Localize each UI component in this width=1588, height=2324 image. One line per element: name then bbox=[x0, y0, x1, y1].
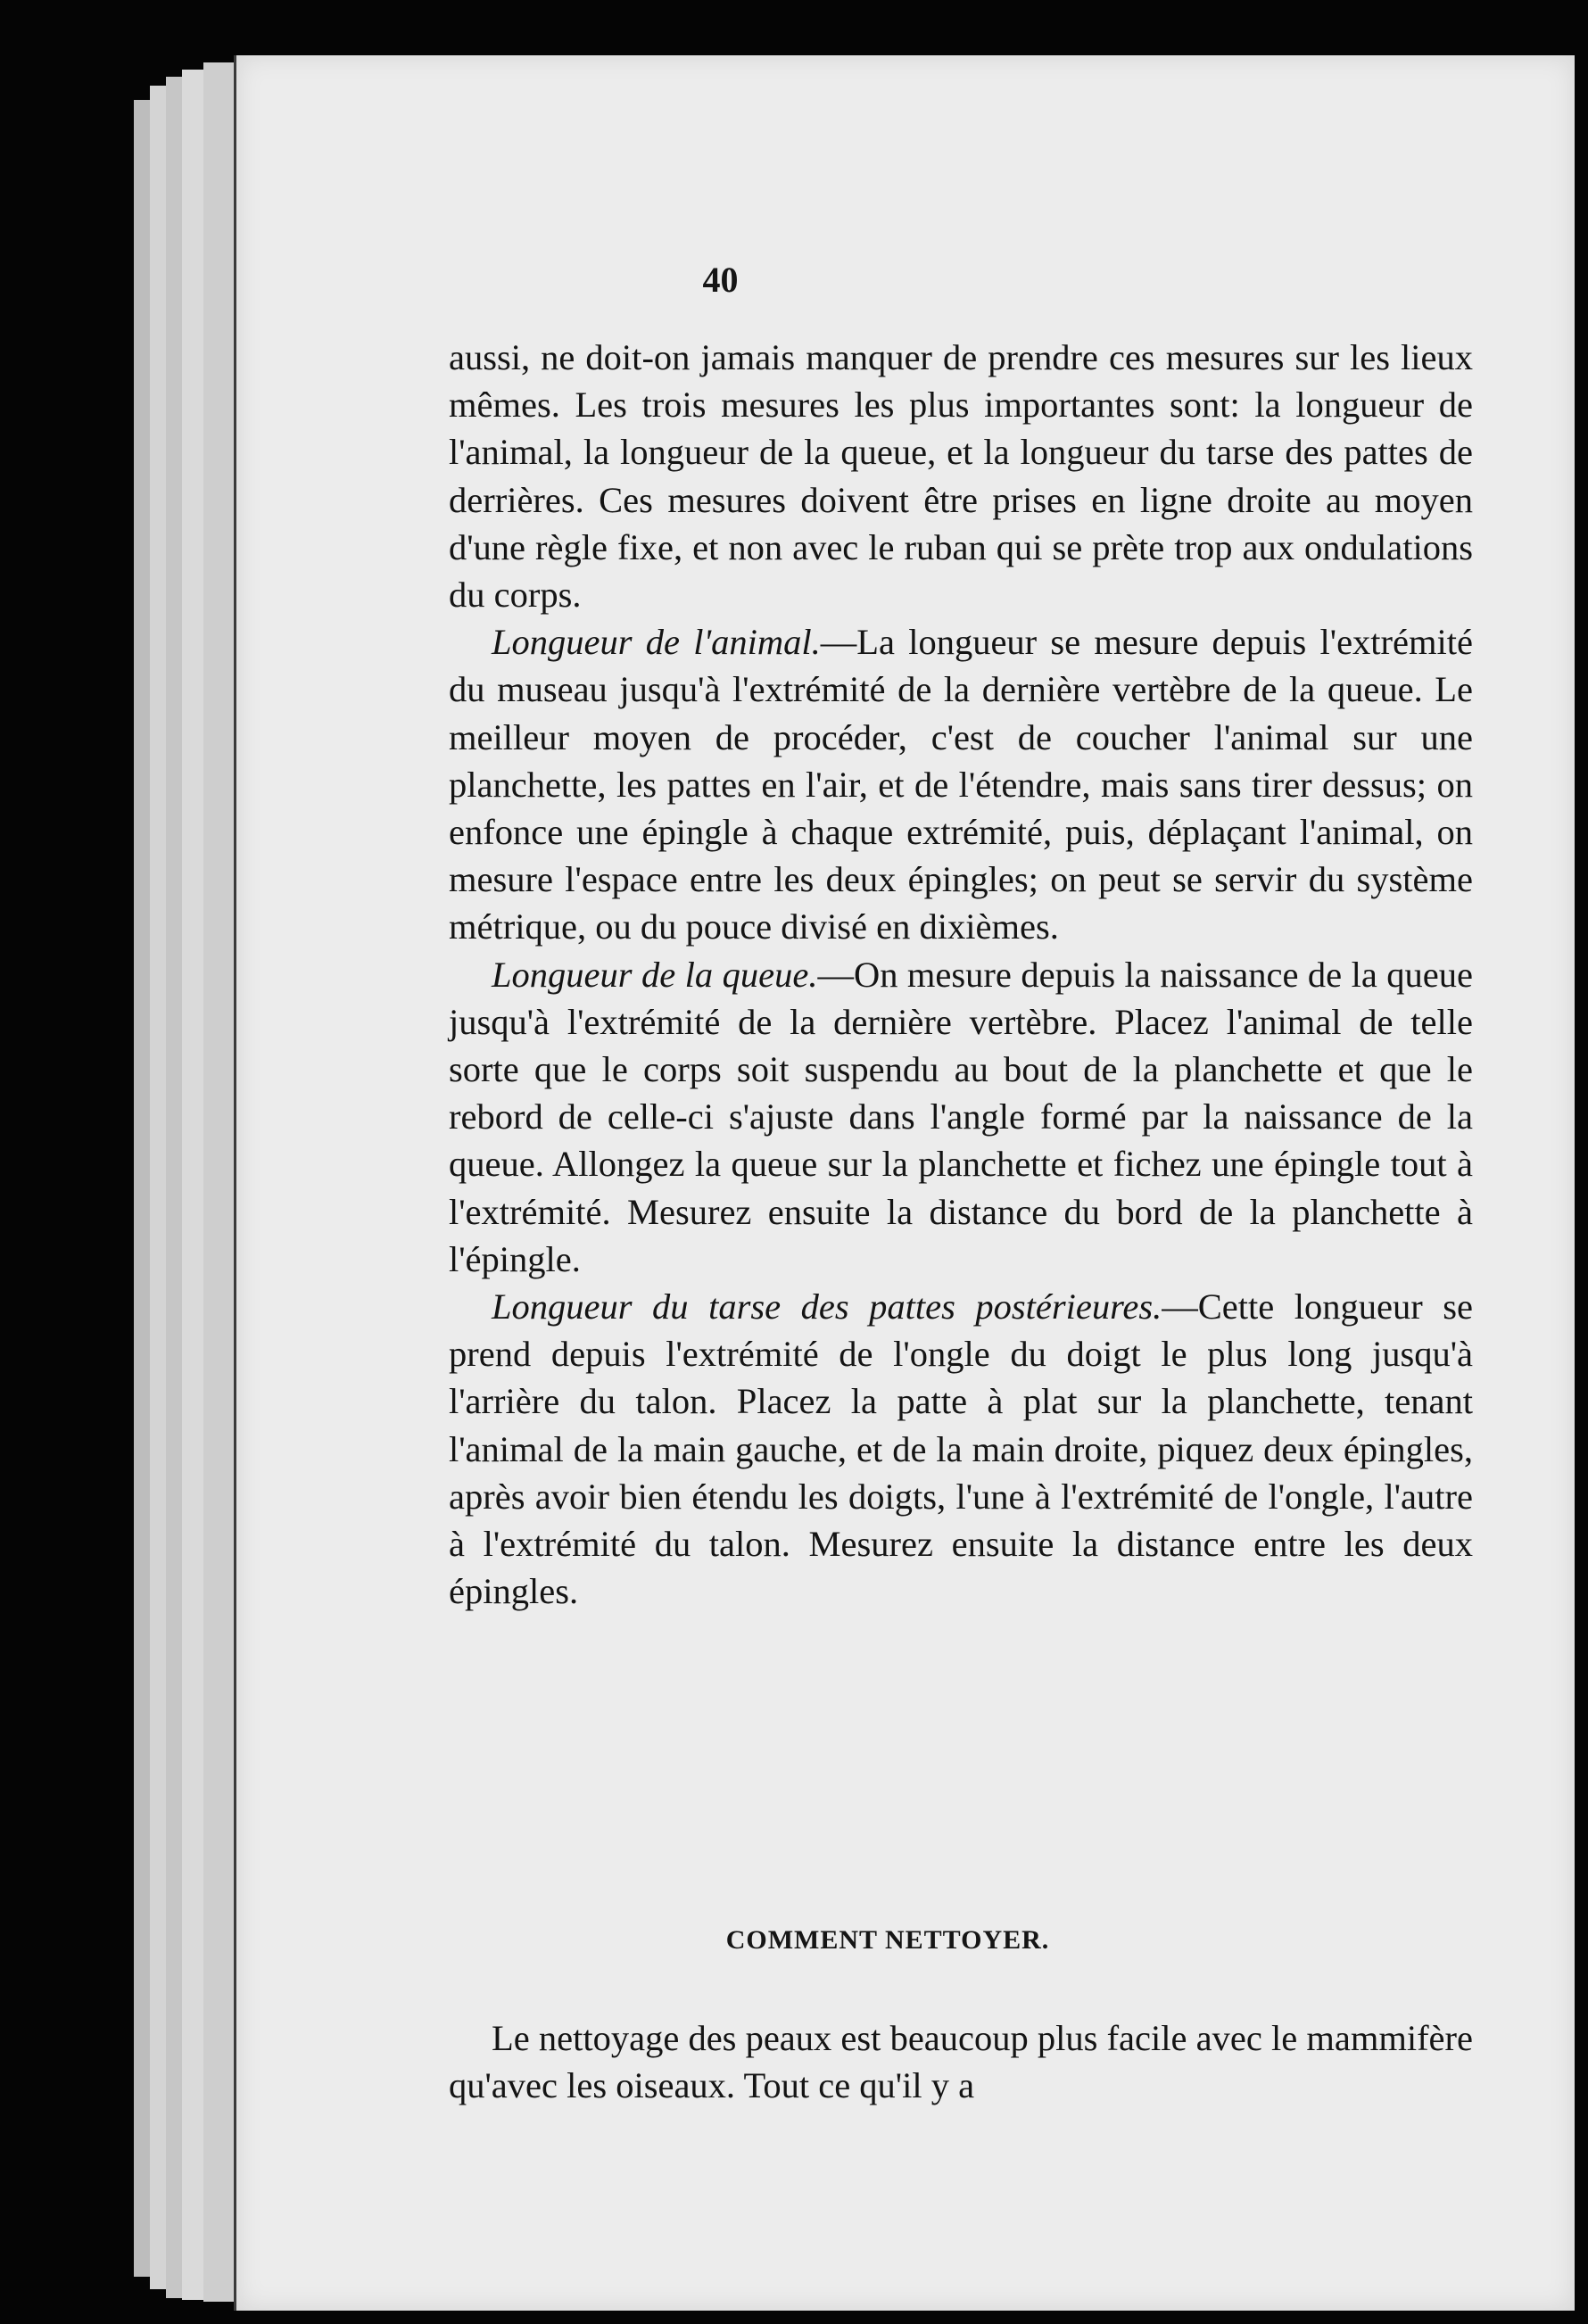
body-text bbox=[449, 334, 1473, 1615]
paragraph-3 bbox=[449, 951, 1473, 1283]
page-number: 40 bbox=[702, 260, 739, 300]
paragraph-lead: Longueur de l'animal. bbox=[492, 622, 821, 663]
paragraph-lead: Longueur de la queue. bbox=[492, 954, 818, 995]
paragraph-2 bbox=[449, 618, 1473, 950]
paragraph-text: —On mesure depuis la naissance de la queue jusqu'à l'extrémité de la dernière vertèbre. Placez l'animal de telle sorte que le corps soit suspendu au bout de la planchette et que le rebord de celle-ci s'ajuste dans l'angle formé par la naissance de la queue. Allongez la queue sur la planchette et fichez une épingle tout à l'extrémité. Mesurez ensuite la distance du bord de la planchette à l'épingle. bbox=[449, 954, 1473, 1279]
paragraph-text: Le nettoyage des peaux est beaucoup plus facile avec le mammifère qu'avec les oiseaux. Tout ce qu'il y a bbox=[449, 2018, 1473, 2106]
paragraph-1 bbox=[449, 334, 1473, 618]
page-sheet bbox=[234, 55, 1575, 2311]
paragraph-text: —La longueur se mesure depuis l'extrémité du museau jusqu'à l'extrémité de la dernière vertèbre de la queue. Le meilleur moyen de procéder, c'est de coucher l'animal sur une planchette, les pattes en l'air, et de l'étendre, mais sans tirer dessus; on enfonce une épingle à chaque extrémité, puis, déplaçant l'animal, on mesure l'espace entre les deux épingles; on peut se servir du système métrique, ou du pouce divisé en dixièmes. bbox=[449, 622, 1473, 947]
paragraph-4 bbox=[449, 1283, 1473, 1615]
paragraph-lead: Longueur du tarse des pattes postérieures. bbox=[492, 1286, 1162, 1327]
paragraph-text: —Cette longueur se prend depuis l'extrémité de l'ongle du doigt le plus long jusqu'à l'arrière du talon. Placez la patte à plat sur la planchette, tenant l'animal de la main gauche, et de la main droite, piquez deux épingles, après avoir bien étendu les doigts, l'une à l'extrémité de l'ongle, l'autre à l'extrémité du talon. Mesurez ensuite la distance entre les deux épingles. bbox=[449, 1286, 1474, 1612]
paragraph-5 bbox=[449, 2014, 1473, 2109]
paragraph-text: aussi, ne doit-on jamais manquer de prendre ces mesures sur les lieux mêmes. Les trois mesures les plus importantes sont: la longueur de l'animal, la longueur de la queue, et la longueur du tarse des pattes de derrières. Ces mesures doivent être prises en ligne droite au moyen d'une règle fixe, et non avec le ruban qui se prète trop aux ondulations du corps. bbox=[449, 337, 1473, 616]
body-text-continued bbox=[449, 2014, 1473, 2109]
section-heading: COMMENT NETTOYER. bbox=[725, 1925, 1050, 1955]
